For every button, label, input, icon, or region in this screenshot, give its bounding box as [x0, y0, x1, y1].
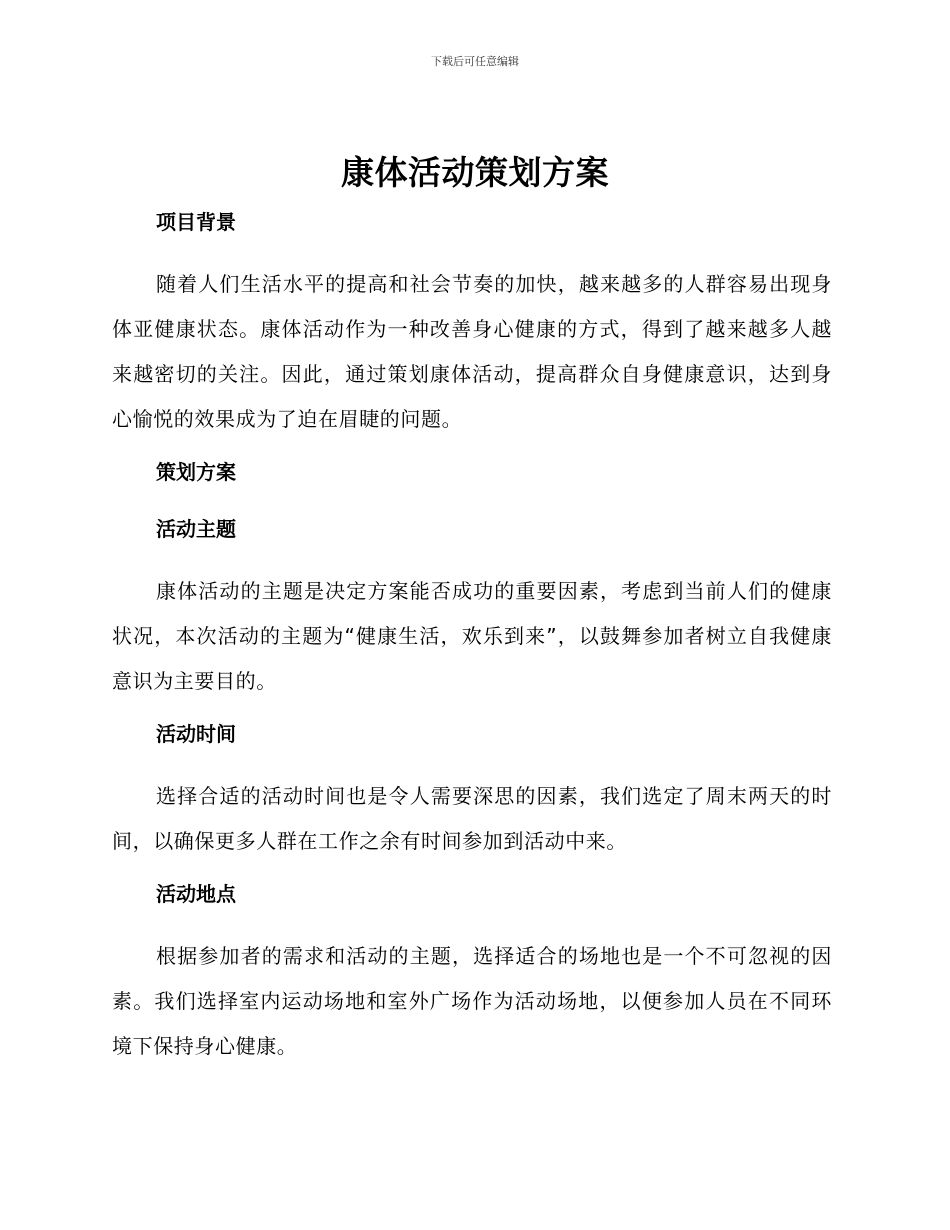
paragraph-time: 选择合适的活动时间也是令人需要深思的因素，我们选定了周末两天的时间，以确保更多人群在工作之余有时间参加到活动中来。 [112, 784, 832, 853]
section-heading-time: 活动时间 [156, 722, 236, 746]
document-body [112, 205, 832, 1082]
section-heading-location: 活动地点 [156, 882, 236, 906]
document-title: 康体活动策划方案 [341, 153, 609, 192]
section-heading-theme: 活动主题 [156, 517, 236, 541]
paragraph-theme: 康体活动的主题是决定方案能否成功的重要因素，考虑到当前人们的健康状况，本次活动的主题为“健康生活，欢乐到来”，以鼓舞参加者树立自我健康意识为主要目的。 [112, 579, 832, 693]
section-heading-plan: 策划方案 [156, 460, 236, 484]
paragraph-background: 随着人们生活水平的提高和社会节奏的加快，越来越多的人群容易出现身体亚健康状态。康体活动作为一种改善身心健康的方式，得到了越来越多人越来越密切的关注。因此，通过策划康体活动，提高群众自身健康意识，达到身心愉悦的效果成为了迫在眉睫的问题。 [112, 272, 832, 431]
section-heading-background: 项目背景 [156, 210, 236, 234]
paragraph-location: 根据参加者的需求和活动的主题，选择适合的场地也是一个不可忽视的因素。我们选择室内运动场地和室外广场作为活动场地，以便参加人员在不同环境下保持身心健康。 [112, 944, 832, 1058]
page-header-note: 下载后可任意编辑 [431, 55, 519, 68]
